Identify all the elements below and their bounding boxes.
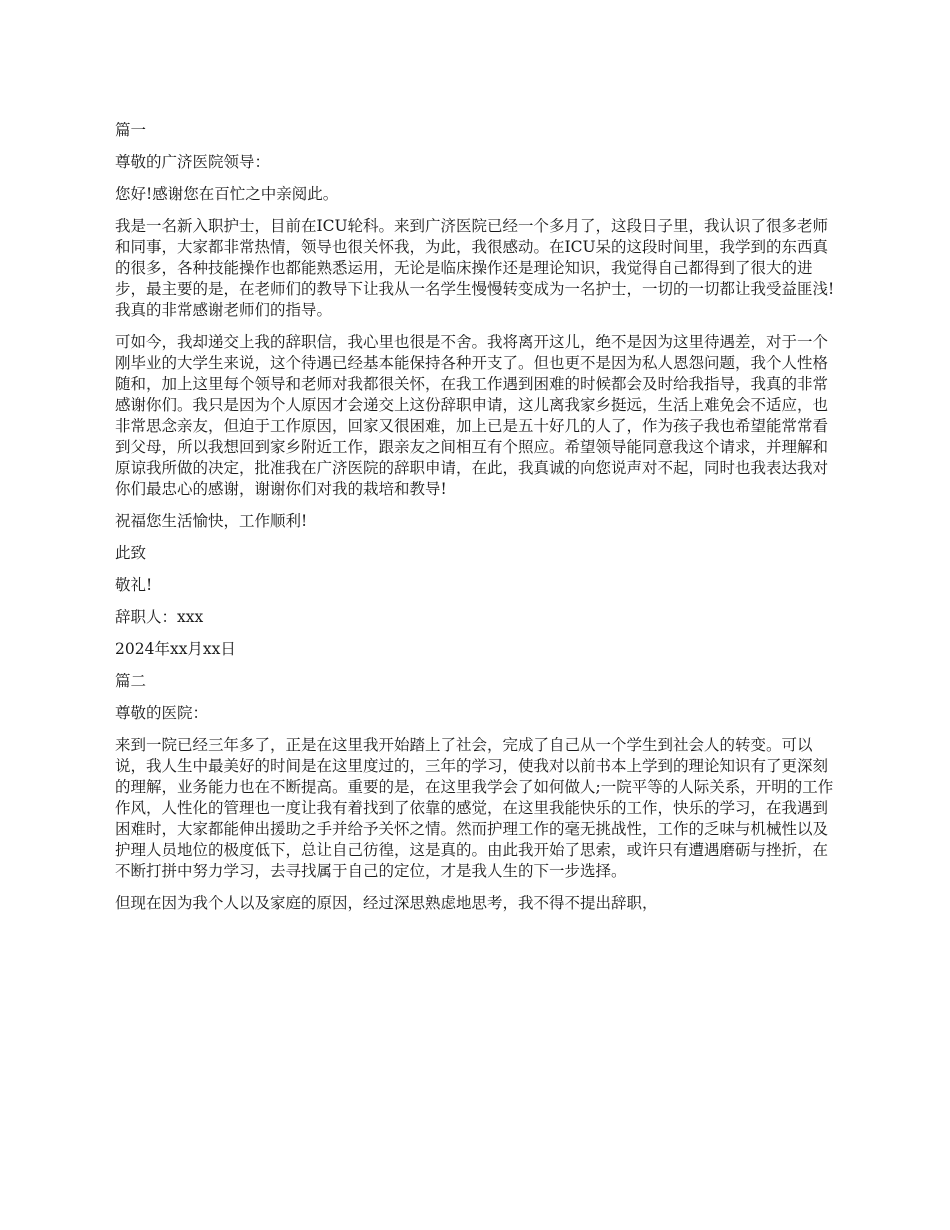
- section-heading-1: 篇一: [115, 121, 147, 139]
- resignation-letter-document: [115, 120, 840, 925]
- closing-line-2: 敬礼!: [115, 576, 153, 594]
- body-paragraph-4: 但现在因为我个人以及家庭的原因，经过深思熟虑地思考，我不得不提出辞职，: [115, 894, 658, 912]
- closing-line-1: 此致: [115, 544, 147, 562]
- body-paragraph-3: 来到一院已经三年多了，正是在这里我开始踏上了社会，完成了自己从一个学生到社会人的转变。可以说，我人生中最美好的时间是在这里度过的，三年的学习，使我对以前书本上学到的理论知识有了更深刻的理解，业务能力也在不断提高。重要的是，在这里我学会了如何做人;一院平等的人际关系，开明的工作作风，人性化的管理也一度让我有着找到了依靠的感觉，在这里我能快乐的工作，快乐的学习，在我遇到困难时，大家都能伸出援助之手并给予关怀之情。然而护理工作的毫无挑战性，工作的乏味与机械性以及护理人员地位的极度低下，总让自己彷徨，这是真的。由此我开始了思索，或许只有遭遇磨砺与挫折，在不断打拼中努力学习，去寻找属于自己的定位，才是我人生的下一步选择。: [115, 736, 834, 880]
- wish-line: 祝福您生活愉快，工作顺利!: [115, 512, 308, 530]
- body-paragraph-2: 可如今，我却递交上我的辞职信，我心里也很是不舍。我将离开这儿，绝不是因为这里待遇差，对于一个刚毕业的大学生来说，这个待遇已经基本能保持各种开支了。但也更不是因为私人恩怨问题，我个人性格随和，加上这里每个领导和老师对我都很关怀，在我工作遇到困难的时候都会及时给我指导，我真的非常感谢你们。我只是因为个人原因才会递交上这份辞职申请，这儿离我家乡挺远，生活上难免会不适应，也非常思念亲友，但迫于工作原因，回家又很困难，加上已是五十好几的人了，作为孩子我也希望能常常看到父母，所以我想回到家乡附近工作，跟亲友之间相互有个照应。希望领导能同意我这个请求，并理解和原谅我所做的决定，批准我在广济医院的辞职申请，在此，我真诚的向您说声对不起，同时也我表达我对你们最忠心的感谢，谢谢你们对我的栽培和教导!: [115, 333, 829, 498]
- body-paragraph-1: 我是一名新入职护士，目前在ICU轮科。来到广济医院已经一个多月了，这段日子里，我认识了很多老师和同事，大家都非常热情，领导也很关怀我，为此，我很感动。在ICU呆的这段时间里，我学到的东西真的很多，各种技能操作也都能熟悉运用，无论是临床操作还是理论知识，我觉得自己都得到了很大的进步，最主要的是，在老师们的教导下让我从一名学生慢慢转变成为一名护士，一切的一切都让我受益匪浅!我真的非常感谢老师们的指导。: [115, 217, 835, 319]
- signer-line: 辞职人：xxx: [115, 608, 204, 626]
- greeting-1: 您好!感谢您在百忙之中亲阅此。: [115, 185, 339, 203]
- section-heading-2: 篇二: [115, 672, 147, 690]
- salutation-2: 尊敬的医院：: [115, 704, 209, 722]
- date-line: 2024年xx月xx日: [115, 640, 236, 658]
- salutation-1: 尊敬的广济医院领导：: [115, 153, 271, 171]
